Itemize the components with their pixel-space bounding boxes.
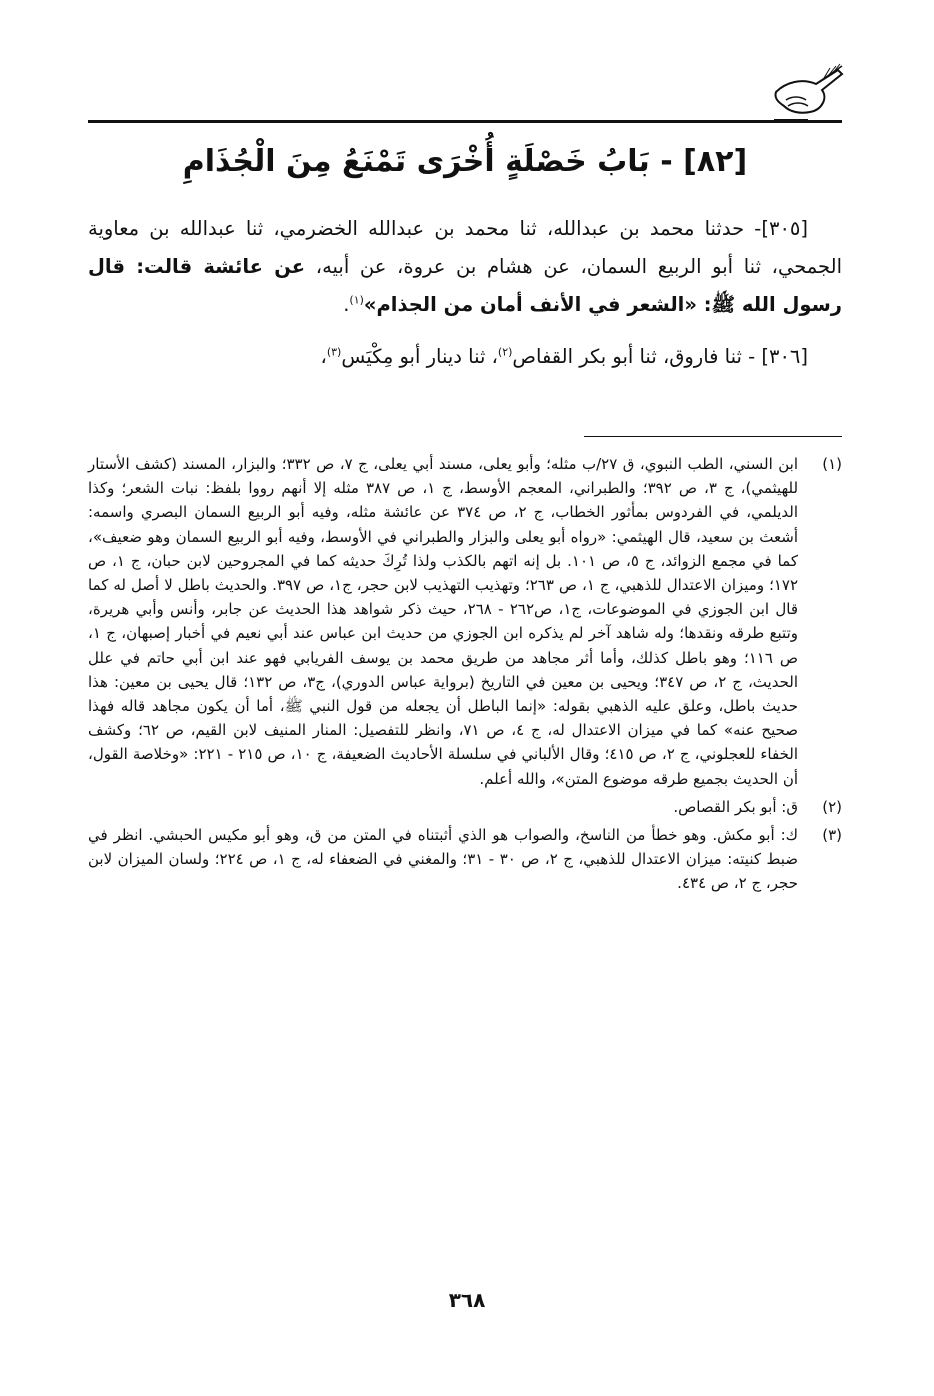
footnote-number: (٢) xyxy=(822,797,842,816)
chapter-title: [٨٢] - بَابُ خَصْلَةٍ أُخْرَى تَمْنَعُ مِنَ الْجُذَامِ xyxy=(182,144,748,179)
hadith-305-bold-text: عن عائشة قالت: قال رسول الله ﷺ: «الشعر في الأنف أمان من الجذام» xyxy=(88,255,842,316)
main-text xyxy=(88,210,842,376)
hadith-305-end: . xyxy=(343,293,350,316)
hadith-306-part3: ، xyxy=(320,345,327,368)
footnote-ref-3[interactable]: (٣) xyxy=(326,345,342,359)
footnote-number: (٣) xyxy=(822,826,842,845)
footnote-text: ق: أبو بكر القصاص. xyxy=(673,797,798,816)
footnote-3 xyxy=(88,823,842,896)
page-number: ٣٦٨ xyxy=(448,1288,486,1312)
hadith-306 xyxy=(88,338,842,376)
footnote-1 xyxy=(88,452,842,791)
footnote-ref-1[interactable]: (١) xyxy=(349,293,364,307)
header-rule xyxy=(88,120,842,123)
hadith-305 xyxy=(88,210,842,324)
footnote-2 xyxy=(88,795,842,819)
hadith-306-part1: [٣٠٦] - ثنا فاروق، ثنا أبو بكر القفاص xyxy=(512,345,808,368)
footnote-number: (١) xyxy=(822,455,842,473)
hadith-306-part2: ، ثنا دينار أبو مِكْيَس xyxy=(341,345,498,368)
footnote-text: ك: أبو مكش. وهو خطأ من الناسخ، والصواب هو الذي أثبتناه في المتن من ق، وهو أبو مكيس الحبشي. انظر في ضبط كنيته: ميزان الاعتدال للذهبي، ج ٢، ص ٣٠ - ٣١؛ والمغني في الضعفاء له، ج ١، ص ٢٢٤؛ ولسان الميزان لابن حجر، ج ٢، ص ٤٣٤. xyxy=(88,826,798,893)
footnotes xyxy=(88,452,842,900)
footnote-ref-2[interactable]: (٢) xyxy=(497,345,513,359)
quill-hand-icon xyxy=(772,62,846,124)
hadith-305-text: [٣٠٥]- حدثنا محمد بن عبدالله، ثنا محمد بن عبدالله الخضرمي، ثنا عبدالله بن معاوية الجمحي، ثنا أبو الربيع السمان، عن هشام بن عروة، عن أبيه، xyxy=(88,217,843,278)
footnote-separator xyxy=(584,436,842,437)
footnote-text: ابن السني، الطب النبوي، ق ٢٧/ب مثله؛ وأبو يعلى، مسند أبي يعلى، ج ٧، ص ٣٣٢؛ والبزار، المسند (كشف الأستار للهيثمي)، ج ٣، ص ٣٩٢؛ والطبراني، المعجم الأوسط، ج ١، ص ٣٨٧ مثله إلا أنهم رووا بلفظ: نبات الشعر؛ وكذا الديلمي، في الفردوس بمأثور الخطاب، ج ٢، ص ٣٧٤ عن عائشة مثله، وفيه أبو الربيع السمان البصري واسمه: أشعث بن سعيد، قال الهيثمي: «رواه أبو يعلى والبزار والطبراني في الأوسط، وفيه أبو الربيع السمان وهو ضعيف»، كما في مجمع الزوائد، ج ٥، ص ١٠١. بل إنه اتهم بالكذب ولذا تُرِكَ حديثه كما في المجروحين لابن حبان، ج ١، ص ١٧٢؛ وميزان الاعتدال للذهبي، ج ١، ص ٢٦٣؛ وتهذيب التهذيب لابن حجر، ج١، ص ٣٩٧. والحديث باطل لا أصل له كما قال ابن الجوزي في الموضوعات، ج١، ص٢٦٢ - ٢٦٨، حيث ذكر شواهد هذا الحديث عن جابر، وأنس وأبي هريرة، وتتبع طرقه ونقدها؛ وله شاهد آخر لم يذكره ابن الجوزي من حديث ابن عباس عند أبي نعيم في أخبار إصبهان، ج ١، ص ١١٦؛ وهو باطل كذلك، وأما أثر مجاهد من طريق محمد بن يوسف الفريابي فهو عند ابن أبي حاتم في علل الحديث، ج ٢، ص ٣٤٧؛ ويحيى بن معين في التاريخ (برواية عباس الدوري)، ج٣، ص ١٣٢؛ قال يحيى بن معين: هذا حديث باطل، وعلق عليه الذهبي بقوله: «إنما الباطل أن يجعله من قول النبي ﷺ، أما أن يكون مجاهد قاله فهذا صحيح عنه» كما في ميزان الاعتدال له، ج ٤، ص ٧١، وانظر للتفصيل: المنار المنيف لابن القيم، ص ٦٢؛ وكشف الخفاء للعجلوني، ج ٢، ص ٤١٥؛ وقال الألباني في سلسلة الأحاديث الضعيفة، ج ١٠، ص ٢١٥ - ٢٢١: «وخلاصة القول، أن الحديث بجميع طرقه موضوع المتن»، والله أعلم. xyxy=(88,455,799,788)
